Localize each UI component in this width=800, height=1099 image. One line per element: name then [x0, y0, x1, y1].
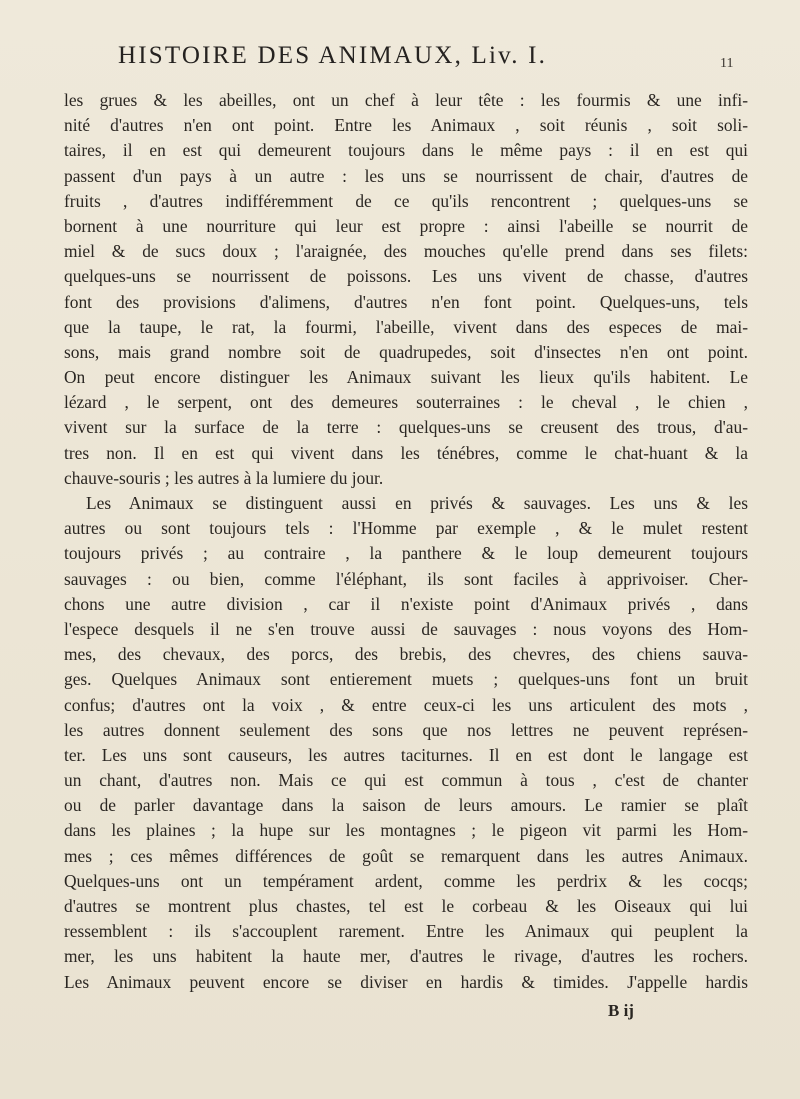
text-line: que la taupe, le rat, la fourmi, l'abeille, vivent dans des especes de mai-: [64, 316, 748, 337]
text-line: confus; d'autres ont la voix , & entre ceux-ci les uns articulent des mots ,: [64, 694, 748, 715]
text-line: les autres donnent seulement des sons que nos lettres ne peuvent représen-: [64, 719, 748, 740]
text-line: toujours privés ; au contraire , la panthere & le loup demeurent toujours: [64, 543, 748, 564]
text-line: On peut encore distinguer les Animaux suivant les lieux qu'ils habitent. Le: [64, 367, 748, 388]
text-line: tres non. Il en est qui vivent dans les ténébres, comme le chat-huant & la: [64, 442, 748, 463]
signature-mark: B ij: [608, 1001, 634, 1020]
text-line: quelques-uns se nourrissent de poissons. Les uns vivent de chasse, d'autres: [64, 266, 748, 287]
text-line: passent d'un pays à un autre : les uns se nourrissent de chair, d'autres de: [64, 165, 748, 186]
text-line: un chant, d'autres non. Mais ce qui est commun à tous , c'est de chanter: [64, 770, 748, 791]
text-line: ter. Les uns sont causeurs, les autres taciturnes. Il en est dont le langage est: [64, 744, 748, 765]
text-line: mer, les uns habitent la haute mer, d'autres le rivage, d'autres les rochers.: [64, 946, 748, 967]
text-line: autres ou sont toujours tels : l'Homme par exemple , & le mulet restent: [64, 518, 748, 539]
text-line: l'espece desquels il ne s'en trouve aussi de sauvages : nous voyons des Hom-: [64, 618, 748, 639]
text-line: sauvages : ou bien, comme l'éléphant, ils sont faciles à apprivoiser. Cher-: [64, 568, 748, 589]
text-line: ges. Quelques Animaux sont entierement muets ; quelques-uns font un bruit: [64, 669, 748, 690]
text-line: Quelques-uns ont un tempérament ardent, comme les perdrix & les cocqs;: [64, 870, 748, 891]
text-line: dans les plaines ; la hupe sur les montagnes ; le pigeon vit parmi les Hom-: [64, 820, 748, 841]
text-line: d'autres se montrent plus chastes, tel est le corbeau & les Oiseaux qui lui: [64, 896, 748, 916]
running-head: HISTOIRE DES ANIMAUX, Liv. I.: [118, 42, 548, 69]
text-line: fruits , d'autres indifféremment de ce qu'ils rencontrent ; quelques-uns se: [64, 190, 748, 211]
text-line: ressemblent : ils s'accouplent rarement. Entre les Animaux qui peuplent la: [64, 921, 748, 942]
text-line: sons, mais grand nombre soit de quadrupedes, soit d'insectes n'en ont point.: [64, 341, 748, 362]
text-line: les grues & les abeilles, ont un chef à leur tête : les fourmis & une infi-: [64, 90, 748, 110]
body-text: [64, 88, 748, 995]
text-line: chons une autre division , car il n'existe point d'Animaux privés , dans: [64, 593, 748, 614]
text-line: mes, des chevaux, des porcs, des brebis, des chevres, des chiens sauva-: [64, 644, 748, 665]
text-line: vivent sur la surface de la terre : quelques-uns se creusent des trous, d'au-: [64, 417, 748, 438]
text-line: chauve-souris ; les autres à la lumiere du jour.: [64, 467, 384, 488]
text-line: ou de parler davantage dans la saison de leurs amours. Le ramier se plaît: [64, 795, 748, 816]
text-line: Les Animaux se distinguent aussi en privés & sauvages. Les uns & les: [86, 493, 748, 513]
page-number: 11: [720, 56, 734, 71]
text-line: nité d'autres n'en ont point. Entre les Animaux , soit réunis , soit soli-: [64, 115, 748, 136]
text-line: bornent à une nourriture qui leur est propre : ainsi l'abeille se nourrit de: [64, 215, 748, 236]
text-line: mes ; ces mêmes différences de goût se remarquent dans les autres Animaux.: [64, 845, 748, 866]
text-line: taires, il en est qui demeurent toujours dans le même pays : il en est qui: [64, 140, 748, 161]
text-line: font des provisions d'alimens, d'autres n'en font point. Quelques-uns, tels: [64, 291, 748, 312]
text-line: lézard , le serpent, ont des demeures souterraines : le cheval , le chien ,: [64, 392, 748, 413]
text-line: miel & de sucs doux ; l'araignée, des mouches qu'elle prend dans ses filets:: [64, 241, 748, 262]
text-line: Les Animaux peuvent encore se diviser en hardis & timides. J'appelle hardis: [64, 971, 748, 992]
